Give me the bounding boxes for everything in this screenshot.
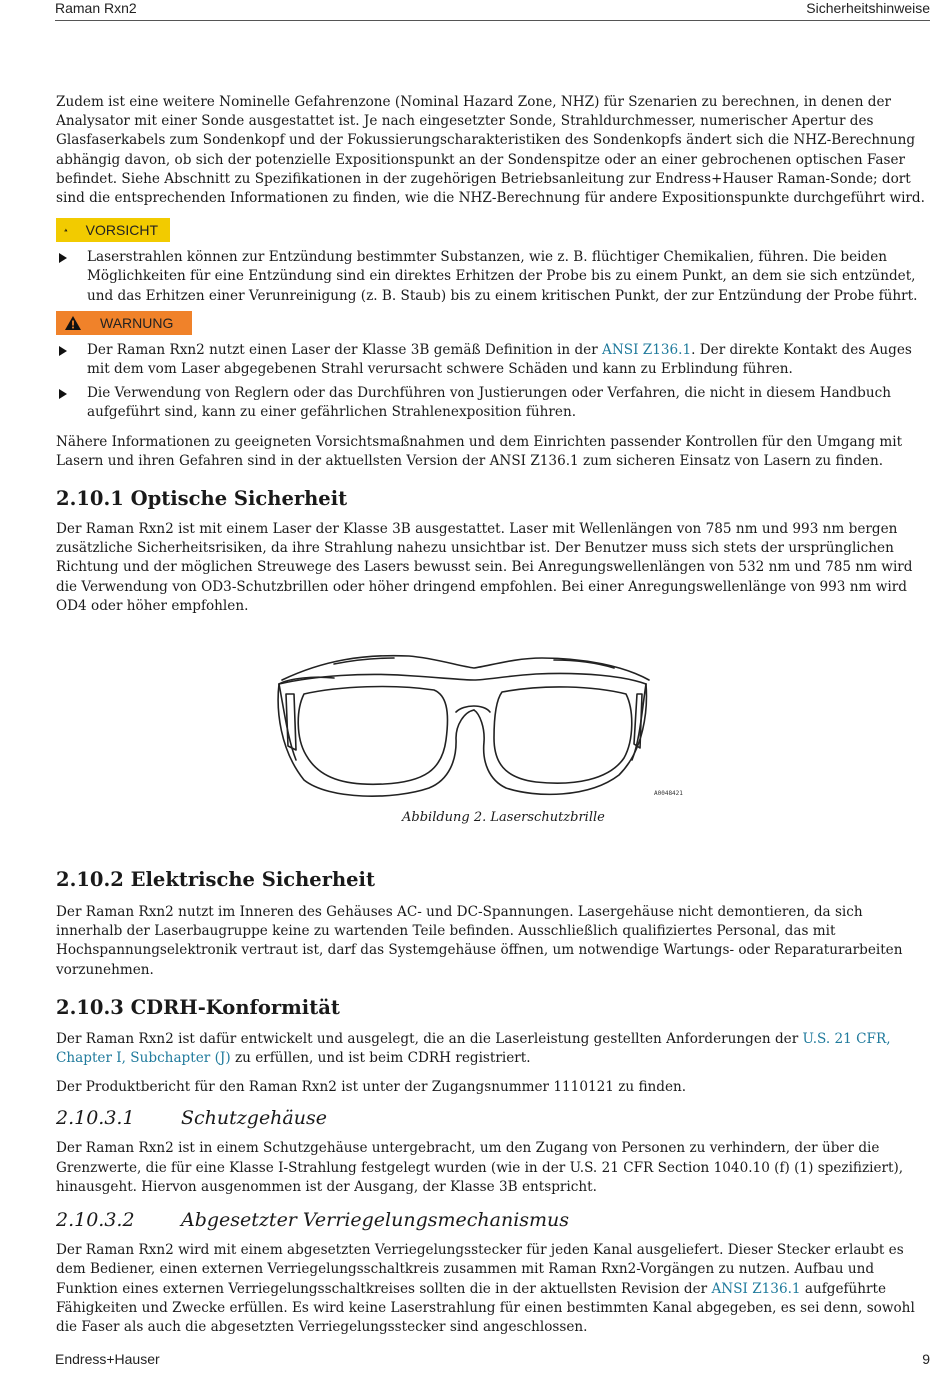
bullet-arrow-icon bbox=[59, 389, 67, 399]
warning-text: WARNUNG bbox=[100, 314, 174, 331]
section-number: 2.10.3.2 bbox=[56, 1209, 135, 1232]
caution-label bbox=[56, 218, 170, 242]
section-2-10-1-title: 2.10.1 Optische Sicherheit bbox=[56, 487, 348, 511]
page-content bbox=[56, 93, 931, 1337]
warning-triangle-icon bbox=[64, 222, 68, 238]
warning-bullet-1-text-end: . Der direkte Kontakt des Auges mit dem vom Laser abgegebenen Strahl verursacht schwere Schäden und kann zu Erblindung führen. bbox=[87, 341, 912, 378]
bullet-arrow-icon bbox=[59, 346, 67, 356]
section-number: 2.10.3.1 bbox=[56, 1107, 135, 1130]
section-name: Abgesetzter Verriegelungsmechanismus bbox=[181, 1209, 570, 1232]
section-2-10-3-1-text: Der Raman Rxn2 ist in einem Schutzgehäuse untergebracht, um den Zugang von Personen zu verhindern, der über die Grenzwerte, die für eine Klasse I-Strahlung festgelegt wurden (wie in der U.S. 21 CFR Section 1040.10 (f) (1) spezifiziert), hinausgeht. Hiervon ausgenommen ist der Ausgang, der Klasse 3B entspricht. bbox=[56, 1140, 904, 1195]
caution-bullet-text: Laserstrahlen können zur Entzündung bestimmter Substanzen, wie z. B. flüchtiger Chemikalien, führen. Die beiden Möglichkeiten für eine Entzündung sind ein direktes Erhitzen der Probe bis zu einem Punkt, an dem sie sich entzündet, und das Erhitzen einer Verunreinigung (z. B. Staub) bis zu einem kritischen Punkt, der zur Entzündung der Probe führt. bbox=[87, 249, 918, 304]
figure-id: A0048421 bbox=[654, 790, 683, 798]
section-2-10-3-2-title bbox=[56, 1209, 931, 1231]
section-2-10-3-text bbox=[56, 1030, 931, 1068]
intro-paragraph: Zudem ist eine weitere Nominelle Gefahrenzone (Nominal Hazard Zone, NHZ) für Szenarien zu berechnen, in denen der Analysator mit einer Sonde ausgestattet ist. Je nach eingesetzter Sonde, Strahldurchmesser, numerischer Apertur des Glasfaserkabels zum Sondenkopf und der Fokussierungscharakteristiken des Sondenkopfs ändert sich die NHZ-Berechnung abhängig davon, ob sich der potenzielle Expositionspunkt an der Sondenspitze oder an einer gebrochenen optischen Faser befindet. Siehe Abschnitt zu Spezifikationen in der zugehörigen Betriebsanleitung zur Endress+Hauser Raman-Sonde; dort sind die entsprechenden Informationen zu finden, wie die NHZ-Berechnung für andere Expositionspunkte durchgeführt wird. bbox=[56, 94, 925, 207]
page-footer bbox=[55, 1351, 930, 1367]
cdrh-text: Der Raman Rxn2 ist dafür entwickelt und ausgelegt, die an die Laserleistung gestellten Anforderungen der bbox=[56, 1030, 803, 1047]
interlock-text-end: aufgeführte Fähigkeiten und Zwecke erfüllen. Es wird keine Laserstrahlung für einen bestimmten Kanal abgegeben, es sei denn, sowohl die Faser als auch die abgesetzten Verriegelungsstecker sind angeschlossen. bbox=[56, 1280, 915, 1335]
section-2-10-3-title: 2.10.3 CDRH-Konformität bbox=[56, 995, 340, 1019]
warning-label bbox=[56, 311, 192, 335]
page-number: 9 bbox=[922, 1351, 930, 1367]
cdrh-text-end: zu erfüllen, und ist beim CDRH registriert. bbox=[230, 1050, 531, 1067]
interlock-text: Der Raman Rxn2 wird mit einem abgesetzten Verriegelungsstecker für jeden Kanal ausgeliefert. Dieser Stecker erlaubt es dem Bediener, einen externen Verriegelungsschaltkreis zusammen mit Raman Rxn2-Vorgängen zu nutzen. Aufbau und Funktion eines externen Verriegelungsschaltkreises sollten die in der aktuellsten Revision der bbox=[56, 1242, 904, 1297]
caution-bullet bbox=[56, 248, 931, 306]
figure-laser-goggles bbox=[56, 650, 931, 868]
section-2-10-3-1-title bbox=[56, 1107, 931, 1129]
warning-bullet-1-text: Der Raman Rxn2 nutzt einen Laser der Klasse 3B gemäß Definition in der bbox=[87, 341, 603, 358]
ansi-link-2[interactable]: ANSI Z136.1 bbox=[711, 1280, 801, 1297]
bullet-arrow-icon bbox=[59, 253, 67, 263]
caution-text: VORSICHT bbox=[85, 222, 158, 239]
warning-bullet-2 bbox=[56, 384, 931, 422]
header-product: Raman Rxn2 bbox=[55, 0, 137, 16]
section-2-10-3-2-text bbox=[56, 1241, 931, 1337]
warning-triangle-icon bbox=[64, 315, 82, 331]
cfr-link[interactable]: U.S. 21 CFR, Chapter I, Subchapter (J) bbox=[56, 1030, 891, 1067]
more-info-paragraph: Nähere Informationen zu geeigneten Vorsichtsmaßnahmen und dem Einrichten passender Kontrollen für den Umgang mit Lasern und ihren Gefahren sind in der aktuellsten Version der ANSI Z136.1 zum sicheren Einsatz von Lasern zu finden. bbox=[56, 433, 903, 469]
figure-caption: Abbildung 2. Laserschutzbrille bbox=[402, 810, 605, 826]
footer-company: Endress+Hauser bbox=[55, 1351, 160, 1367]
warning-bullet-1 bbox=[56, 341, 931, 379]
section-2-10-1-text: Der Raman Rxn2 ist mit einem Laser der Klasse 3B ausgestattet. Laser mit Wellenlängen von 785 nm und 993 nm bergen zusätzliche Sicherheitsrisiken, da ihre Strahlung nahezu unsichtbar ist. Der Benutzer muss sich stets der ursprünglichen Richtung und der möglichen Streuwege des Lasers bewusst sein. Bei Anregungswellenlängen von 532 nm und 785 nm wird die Verwendung von OD3-Schutzbrillen oder höher dringend empfohlen. Bei einer Anregungswellenlänge von 993 nm wird OD4 oder höher empfohlen. bbox=[56, 521, 913, 614]
product-report-text: Der Produktbericht für den Raman Rxn2 ist unter der Zugangsnummer 1110121 zu finden. bbox=[56, 1079, 687, 1096]
ansi-link[interactable]: ANSI Z136.1 bbox=[602, 341, 692, 358]
section-name: Schutzgehäuse bbox=[181, 1107, 327, 1130]
laser-safety-glasses-illustration bbox=[274, 650, 654, 800]
section-2-10-2-title: 2.10.2 Elektrische Sicherheit bbox=[56, 868, 375, 892]
warning-bullet-2-text: Die Verwendung von Reglern oder das Durchführen von Justierungen oder Verfahren, die nicht in diesem Handbuch aufgeführt sind, kann zu einer gefährlichen Strahlenexposition führen. bbox=[87, 385, 891, 421]
section-2-10-2-text: Der Raman Rxn2 nutzt im Inneren des Gehäuses AC- und DC-Spannungen. Lasergehäuse nicht demontieren, da sich innerhalb der Laserbaugruppe keine zu wartenden Teile befinden. Ausschließlich qualifiziertes Personal, das mit Hochspannungselektronik vertraut ist, darf das Systemgehäuse öffnen, um notwendige Wartungs- oder Reparaturarbeiten vorzunehmen. bbox=[56, 904, 903, 978]
header-chapter: Sicherheitshinweise bbox=[806, 0, 930, 16]
page-header bbox=[55, 0, 930, 21]
